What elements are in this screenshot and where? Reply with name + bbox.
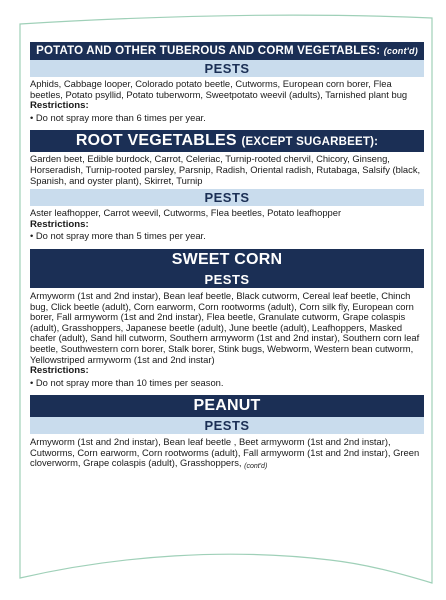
pests-text: Armyworm (1st and 2nd instar), Bean leaf beetle , Beet armyworm (1st and 2nd instar), Cutworms, Corn earworm, Corn rootworms (adult), Fall armyworm (1st and 2nd instar), Green cloverworm, Grape colaspis (adult), Grasshoppers, xyxy=(30,436,420,469)
section-title-qualifier: (EXCEPT SUGARBEET): xyxy=(241,136,379,149)
pests-list: Armyworm (1st and 2nd instar), Bean leaf beetle, Black cutworm, Cereal leaf beetle, Chinch bug, Click beetle (adult), Corn earworm, Corn rootworms (adult), Corn silk fly, European corn borer, Fall armyworm (1st and 2nd instar), Flea beetle, Granulate cutworm, Grape colaspis (adult), Grasshoppers, Japanese beetle (adult), June beetle (adult), Leafhoppers, Masked chafer (adult), Sand hill cutworm, Southern armyworm (1st and 2nd instar), Southern corn leaf beetle, Southwestern corn borer, Stalk borer, Stink bugs, Webworm, Western bean cutworm, Yellowstriped armyworm (1st and 2nd instar) xyxy=(30,289,420,365)
section-header-potato xyxy=(30,42,424,60)
restrictions-heading: Restrictions: xyxy=(30,100,89,112)
pests-list: Aphids, Cabbage looper, Colorado potato beetle, Cutworms, European corn borer, Flea beetles, Potato psyllid, Potato tuberworm, Sweetpotato weevil (adults), Tarnished plant bug xyxy=(30,78,408,100)
pests-bar: PESTS xyxy=(30,60,424,77)
restriction-item: • Do not spray more than 6 times per year. xyxy=(30,111,206,123)
section-title: POTATO AND OTHER TUBEROUS AND CORM VEGETABLES: xyxy=(36,45,381,57)
pests-bar: PESTS xyxy=(30,271,424,288)
continued-label: (cont'd) xyxy=(244,463,268,471)
label-content xyxy=(30,42,424,473)
restriction-item: • Do not spray more than 5 times per year. xyxy=(30,230,206,242)
pests-bar: PESTS xyxy=(30,189,424,206)
section-header-sweet-corn xyxy=(30,249,424,271)
crops-list: Garden beet, Edible burdock, Carrot, Celeriac, Turnip-rooted chervil, Chicory, Ginseng, Horseradish, Turnip-rooted parsley, Parsnip, Radish, Oriental radish, Rutabaga, Salsify (black, Spanish, and oyster plant), Skirret, Turnip xyxy=(30,153,421,186)
pests-list: Aster leafhopper, Carrot weevil, Cutworms, Flea beetles, Potato leafhopper xyxy=(30,207,342,219)
section-title: SWEET CORN xyxy=(171,250,283,268)
pests-list xyxy=(30,437,424,473)
section-header-peanut xyxy=(30,395,424,417)
section-header-root-vegetables xyxy=(30,130,424,152)
pests-bar: PESTS xyxy=(30,417,424,434)
section-title: ROOT VEGETABLES xyxy=(75,132,237,150)
restrictions-heading: Restrictions: xyxy=(30,218,89,230)
restrictions-heading: Restrictions: xyxy=(30,365,89,377)
section-title: PEANUT xyxy=(193,397,261,415)
restriction-item: • Do not spray more than 10 times per season. xyxy=(30,376,224,388)
continued-label: (cont'd) xyxy=(383,46,418,56)
